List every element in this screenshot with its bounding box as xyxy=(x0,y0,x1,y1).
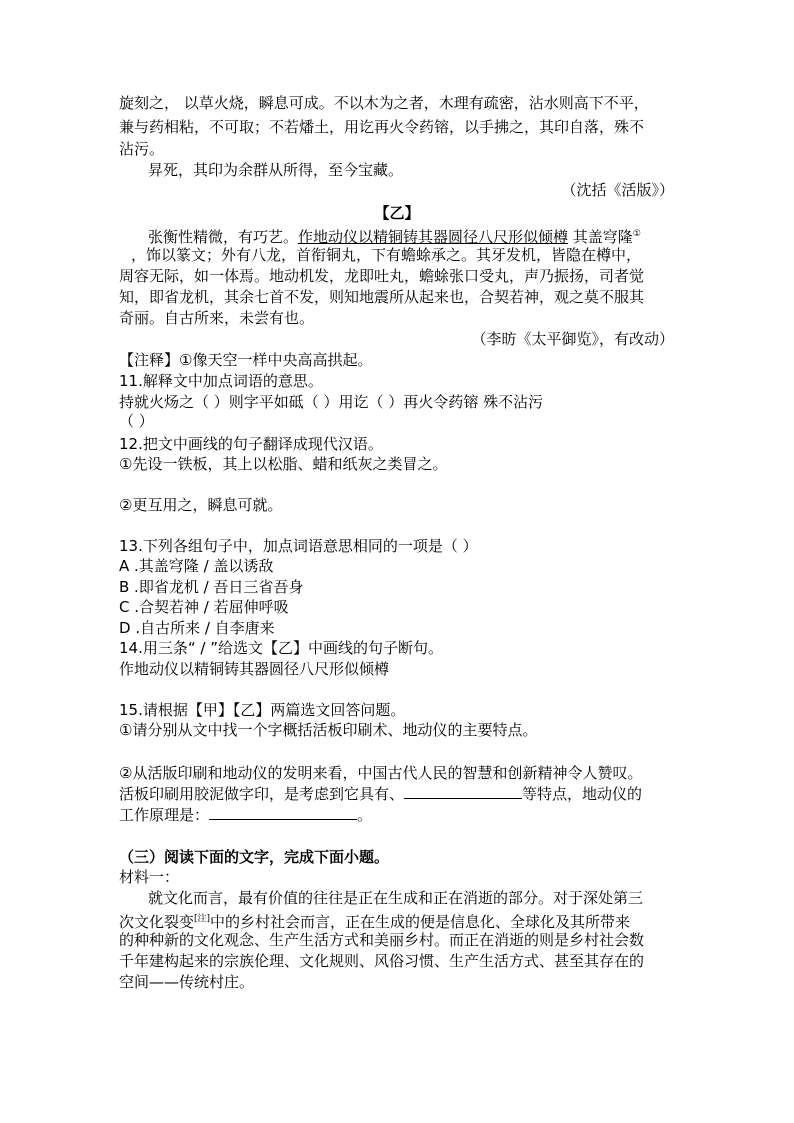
material-1-line-4: 千年建构起来的宗族伦理、文化规则、风俗习惯、生产生活方式、甚至其存在的 xyxy=(119,952,645,970)
answer-blank-principle[interactable] xyxy=(209,805,357,820)
yi-line-3: 周容无际，如一体焉。地动机发，龙即吐丸，蟾蜍张口受丸，声乃振扬，司者觉 xyxy=(119,267,645,285)
q11-items: 持就火炀之（ ）则字平如砥（ ）用讫（ ）再火令药镕 殊不沾污 xyxy=(119,393,544,411)
yi-title: 【乙】 xyxy=(374,204,420,222)
yi-line-1-post: 其盖穹隆 xyxy=(568,228,633,246)
jia-source: （沈括《活版》） xyxy=(561,181,674,199)
q15-title: 15.请根据【甲】【乙】两篇选文回答问题。 xyxy=(119,701,406,719)
q15-fill-pre: 活板印刷用胶泥做字印，是考虑到它具有、 xyxy=(119,785,405,803)
yi-line-5: 奇丽。自古所来，未尝有也。 xyxy=(119,309,315,327)
q15-part-2-line-2 xyxy=(119,784,679,805)
yi-line-2: ，饰以篆文；外有八龙，首衔铜丸，下有蟾蜍承之。其牙发机，皆隐在樽中， xyxy=(131,246,642,264)
material-1-line-3: 的种种新的文化观念、生产生活方式和美丽乡村。而正在消逝的则是乡村社会数 xyxy=(119,931,645,949)
jia-text-line-3: 沾污。 xyxy=(119,140,165,158)
q15-fill-post: 等特点，地动仪的 xyxy=(522,785,643,803)
jia-text-line-1: 旋刻之， 以草火烧，瞬息可成。不以木为之者，木理有疏密，沾水则高下不平， xyxy=(119,94,649,112)
q13-option-c: C .合契若神 / 若屈伸呼吸 xyxy=(119,598,289,616)
q13-title: 13.下列各组句子中，加点词语意思相同的一项是（ ） xyxy=(119,537,478,555)
yi-line-4: 知，即省龙机，其余七首不发，则知地震所从起来也，合契若神，观之莫不服其 xyxy=(119,288,645,306)
material-1-line-1: 就文化而言，最有价值的往往是正在生成和正在消逝的部分。对于深处第三 xyxy=(148,889,644,907)
section-3-heading: （三）阅读下面的文字，完成下面小题。 xyxy=(119,848,390,866)
q15-part-1: ①请分别从文中找一个字概括活板印刷术、地动仪的主要特点。 xyxy=(119,721,538,739)
q11-title: 11.解释文中加点词语的意思。 xyxy=(119,372,323,390)
q15-principle-post: 。 xyxy=(357,806,373,824)
annotation-note: 【注释】①像天空一样中央高高拱起。 xyxy=(119,351,373,369)
yi-underlined-sentence: 作地动仪以精铜铸其器圆径八尺形似倾樽 xyxy=(298,228,569,246)
q15-part-2: ②从活版印刷和地动仪的发明来看，中国古代人民的智慧和创新精神令人赞叹。 xyxy=(119,764,643,782)
material-1-label: 材料一： xyxy=(119,868,180,886)
q13-option-d: D .自古所来 / 自李唐来 xyxy=(119,619,275,637)
q15-part-2-line-3 xyxy=(119,805,679,826)
answer-blank-features[interactable] xyxy=(404,784,522,799)
q15-principle-pre: 工作原理是： xyxy=(119,806,210,824)
q13-option-b: B .即省龙机 / 吾日三省吾身 xyxy=(119,578,304,596)
q14-title: 14.用三条“ / ”给选文【乙】中画线的句子断句。 xyxy=(119,639,443,657)
material-1-line-2-post: 中的乡村社会而言，正在生成的便是信息化、全球化及其所带来 xyxy=(210,913,631,931)
yi-note-mark: ① xyxy=(632,229,641,239)
jia-text-line-4: 昇死，其印为余群从所得，至今宝藏。 xyxy=(148,161,404,179)
q11-items-cont: （ ） xyxy=(119,412,154,430)
material-1-line-2-pre: 次文化裂变 xyxy=(119,913,195,931)
yi-source: （李昉《太平御览》，有改动） xyxy=(471,330,674,348)
q12-title: 12.把文中画线的句子翻译成现代汉语。 xyxy=(119,435,383,453)
material-1-line-5: 空间——传统村庄。 xyxy=(119,973,255,991)
q12-sentence-1: ①先设一铁板，其上以松脂、蜡和纸灰之类冒之。 xyxy=(119,455,448,473)
footnote-mark: [注] xyxy=(194,914,211,924)
q13-option-a: A .其盖穹隆 / 盖以诱敌 xyxy=(119,557,274,575)
q12-sentence-2: ②更互用之，瞬息可就。 xyxy=(119,496,283,514)
jia-text-line-2: 兼与药相粘，不可取；不若燔土，用讫再火令药镕，以手拂之，其印自落，殊不 xyxy=(119,118,645,136)
q14-sentence: 作地动仪以精铜铸其器圆径八尺形似倾樽 xyxy=(119,660,390,678)
yi-line-1-pre: 张衡性精微，有巧艺。 xyxy=(148,228,299,246)
